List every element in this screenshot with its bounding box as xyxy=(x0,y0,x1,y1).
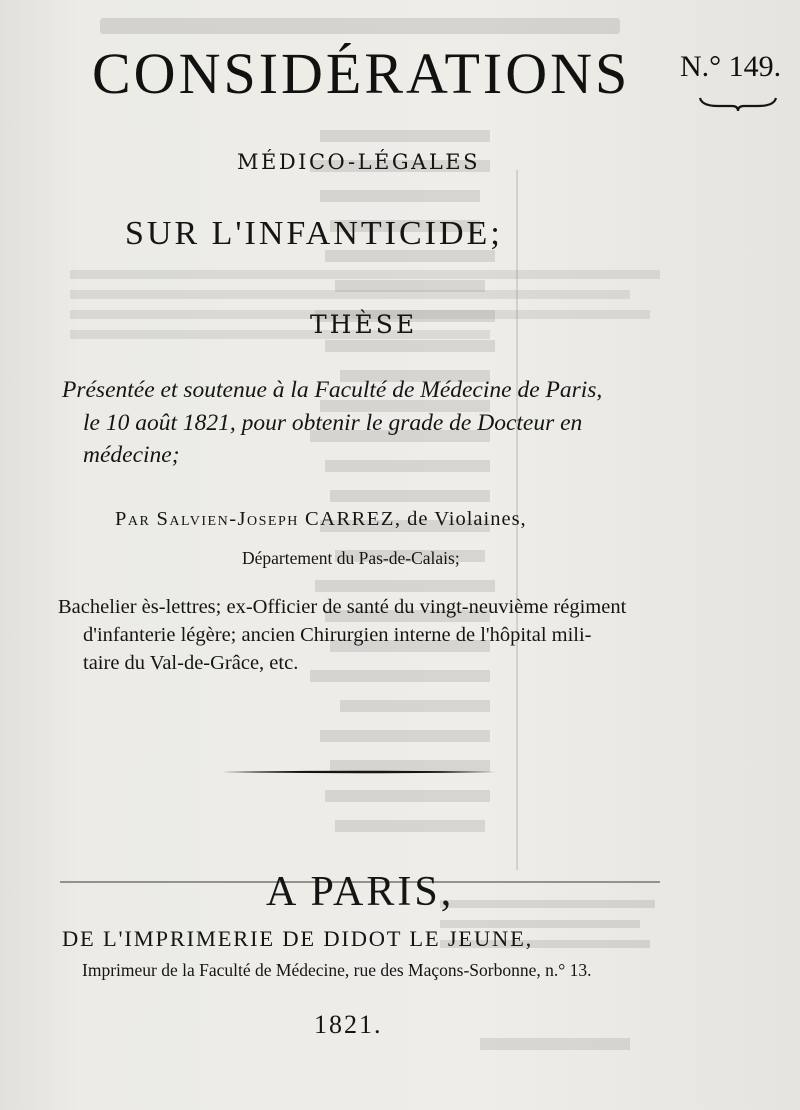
author-first-names: Salvien-Joseph xyxy=(156,508,299,530)
author-surname: CARREZ xyxy=(304,508,395,530)
author-line xyxy=(115,508,527,531)
subtitle-medico-legal: MÉDICO-LÉGALES xyxy=(237,150,480,174)
presentation-line-2: le 10 août 1821, pour obtenir le grade de Docteur en xyxy=(83,410,583,436)
imprint-printer: DE L'IMPRIMERIE DE DIDOT LE JEUNE, xyxy=(62,926,534,951)
qualifications-line-1: Bachelier ès-lettres; ex-Officier de santé du vingt-neuvième régiment xyxy=(58,596,627,618)
author-origin: , de Violaines, xyxy=(394,508,527,530)
presentation-line-3: médecine; xyxy=(83,442,180,468)
thesis-label: THÈSE xyxy=(310,310,418,339)
page-title: CONSIDÉRATIONS xyxy=(92,41,631,106)
subtitle-infanticide: SUR L'INFANTICIDE; xyxy=(125,215,503,252)
thesis-number: N.° 149. xyxy=(680,50,782,83)
divider-rule xyxy=(222,770,496,774)
qualifications-line-2: d'infanterie légère; ancien Chirurgien interne de l'hôpital mili- xyxy=(83,624,592,646)
imprint-year: 1821. xyxy=(314,1010,383,1039)
imprint-city: A PARIS, xyxy=(266,869,455,915)
brace-ornament xyxy=(698,96,778,112)
imprint-address: Imprimeur de la Faculté de Médecine, rue des Maçons-Sorbonne, n.° 13. xyxy=(82,960,592,980)
author-prefix: Par xyxy=(115,508,151,530)
presentation-line-1: Présentée et soutenue à la Faculté de Médecine de Paris, xyxy=(62,377,603,403)
qualifications-line-3: taire du Val-de-Grâce, etc. xyxy=(83,652,299,674)
author-department: Département du Pas-de-Calais; xyxy=(242,548,460,568)
bleed-through-signature xyxy=(470,1032,640,1056)
